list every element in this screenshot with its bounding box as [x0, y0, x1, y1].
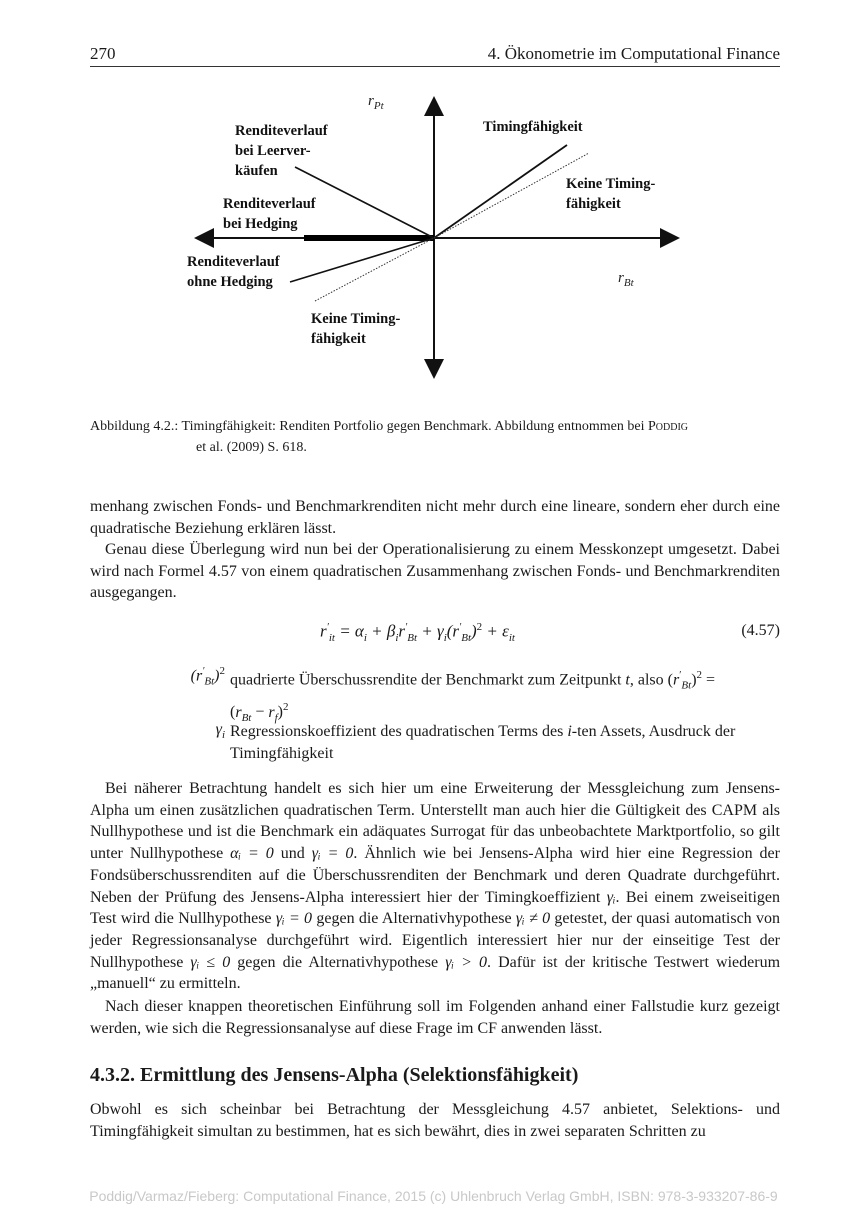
definition-symbol-rbt: $(r'_{Bt})^2$	[190, 665, 225, 688]
label-no-timing-left: Keine Timing- fähigkeit	[311, 311, 401, 347]
caption-author: Poddig	[648, 419, 689, 434]
label-timing: Timingfähigkeit	[483, 119, 583, 135]
definition-text-gamma: Regressionskoeffizient des quadratischen Terms des i-ten Assets, Ausdruck der Timingfähigkeit	[230, 723, 736, 762]
label-no-timing-right: Keine Timing- fähigkeit	[566, 176, 656, 212]
y-axis-label: $r_{Pt}$	[368, 93, 384, 112]
paragraph-5: Obwohl es sich scheinbar bei Betrachtung der Messgleichung 4.57 anbietet, Selektions- und Timingfähigkeit simultan zu bestimmen, hat es sich bewährt, dies in zwei separaten Schritten zu	[90, 1101, 780, 1140]
paragraph-3: Bei näherer Betrachtung handelt es sich hier um eine Erweiterung der Messgleichung zum Jensens-Alpha um einen zusätzlichen quadratischen Term. Unterstellt man auch hier die Gültigkeit des CAPM als Nullhypothese und ist die Benchmark ein adäquates Surrogat für das unbeobachtete Marktportfolio, so gilt unter Nullhypothese αᵢ = 0 und γᵢ = 0. Ähnlich wie bei Jensens-Alpha wird hier eine Regression der Fondsüberschussrenditen auf die Überschussrenditen der Benchmark und deren Quadrate durchgeführt. Neben der Prüfung des Jensens-Alpha interessiert hier der Timingkoeffizient γᵢ. Bei einem zweiseitigen Test wird die Nullhypothese γᵢ = 0 gegen die Alternativhypothese γᵢ ≠ 0 getestet, der quasi automatisch von jeder Regressionsanalyse durchgeführt wird. Eigentlich interessiert hier nur der einseitige Test der Nullhypothese γᵢ ≤ 0 gegen die Alternativhypothese γᵢ > 0. Dafür ist der kritische Testwert wiederum „manuell“ zu ermitteln.	[90, 780, 781, 993]
definition-symbol-gamma: $\gamma_i$	[215, 721, 225, 742]
definition-text-rbt: quadrierte Überschussrendite der Benchmarkt zum Zeitpunkt t, also $(r'_{Bt})^2$ = $(r_{Bt} - r_f)^2$	[230, 669, 716, 724]
label-hedging: Renditeverlauf bei Hedging	[223, 196, 316, 232]
label-short-selling: Renditeverlauf bei Leerver- käufen	[235, 123, 328, 179]
chapter-title: 4. Ökonometrie im Computational Finance	[487, 44, 780, 63]
timing-figure	[0, 0, 867, 400]
copyright-footer: Poddig/Varmaz/Fieberg: Computational Finance, 2015 (c) Uhlenbruch Verlag GmbH, ISBN: 978-3-933207-86-9	[89, 1188, 778, 1204]
section-heading: 4.3.2. Ermittlung des Jensens-Alpha (Selektionsfähigkeit)	[90, 1064, 579, 1086]
paragraph-1: menhang zwischen Fonds- und Benchmarkrenditen nicht mehr durch eine lineare, sondern eher durch eine quadratische Beziehung erklären lässt.	[90, 498, 780, 537]
x-axis-label: $r_{Bt}$	[618, 270, 634, 289]
equation-4-57: $r'_{it} = \alpha_i + \beta_ir'_{Bt} + \gamma_i(r'_{Bt})^2 + \varepsilon_{it}$	[320, 621, 515, 645]
timing-line	[434, 145, 567, 238]
paragraph-2: Genau diese Überlegung wird nun bei der Operationalisierung zu einem Messkonzept umgesetzt. Dabei wird nach Formel 4.57 von einem quadratischen Zusammenhang zwischen Fonds- und Benchmarkrenditen ausgegangen.	[90, 541, 780, 602]
equation-number: (4.57)	[741, 622, 780, 639]
label-no-hedging: Renditeverlauf ohne Hedging	[187, 254, 280, 290]
paragraph-4: Nach dieser knappen theoretischen Einführung soll im Folgenden anhand einer Fallstudie kurz gezeigt werden, wie sich die Regressionsanalyse auf diese Frage im CF anwenden lässt.	[90, 998, 780, 1037]
page-number: 270	[90, 44, 116, 63]
no-hedging-line	[290, 238, 434, 282]
figure-caption: Abbildung 4.2.: Timingfähigkeit: Renditen Portfolio gegen Benchmark. Abbildung entnommen bei Poddig et al. (2009) S. 618.	[90, 419, 689, 455]
